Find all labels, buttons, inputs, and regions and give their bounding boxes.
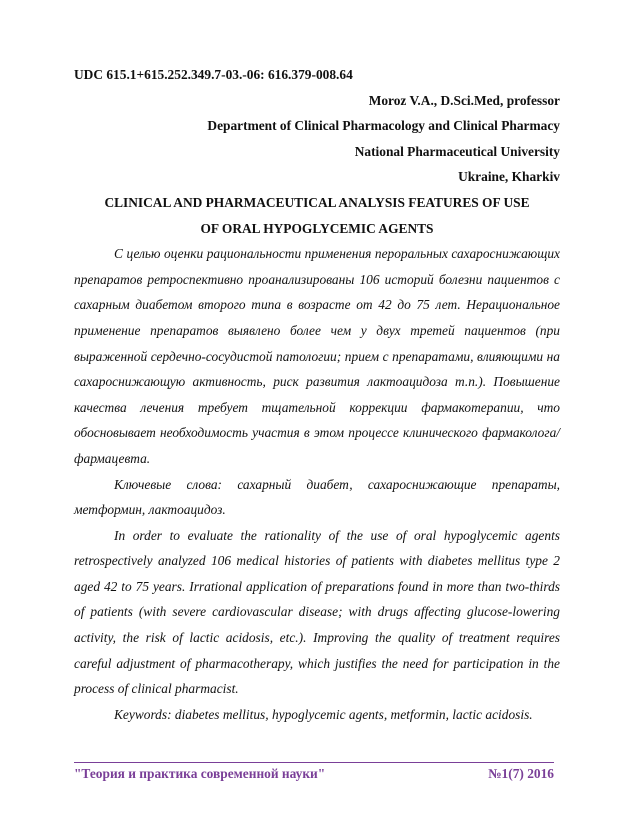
keywords-russian: Ключевые слова: сахарный диабет, сахароснижающие препараты, метформин, лактоацидоз. xyxy=(74,476,560,518)
article-title-line-1: CLINICAL AND PHARMACEUTICAL ANALYSIS FEATURES OF USE xyxy=(104,194,530,210)
footer-divider xyxy=(74,762,554,763)
article-title-line-2: OF ORAL HYPOGLYCEMIC AGENTS xyxy=(200,220,434,236)
university: National Pharmaceutical University xyxy=(354,143,560,159)
keywords-english: Keywords: diabetes mellitus, hypoglycemic agents, metformin, lactic acidosis. xyxy=(114,706,533,722)
udc-code: UDC 615.1+615.252.349.7-03.-06: 616.379-008.64 xyxy=(74,67,353,82)
location: Ukraine, Kharkiv xyxy=(458,169,560,185)
issue-number: №1(7) 2016 xyxy=(488,766,554,781)
abstract-russian: С целью оценки рациональности применения пероральных сахароснижающих препаратов ретроспективно проанализированы 106 историй болезни пациентов с сахарным диабетом второго типа в возрасте от 42 до 75 лет. Нерациональное применение препаратов выявлено более чем у двух третей пациентов (при выраженной сердечно-сосудистой патологии; прием с препаратами, влияющими на сахароснижающую активность, риск развития лактоацидоза т.п.). Повышение качества лечения требует тщательной коррекции фармакотерапии, что обосновывает необходимость участия в этом процессе клинического фармаколога/фармацевта. xyxy=(74,246,560,466)
department: Department of Clinical Pharmacology and Clinical Pharmacy xyxy=(207,118,560,134)
journal-name: "Теория и практика современной науки" xyxy=(74,766,326,781)
document-page xyxy=(74,62,560,727)
abstract-english: In order to evaluate the rationality of the use of oral hypoglycemic agents retrospectively analyzed 106 medical histories of patients with diabetes mellitus type 2 aged 42 to 75 years. Irrational application of preparations found in more than two-thirds of patients (with severe cardiovascular disease; with drugs affecting glucose-lowering activity, the risk of lactic acidosis, etc.). Improving the quality of treatment requires careful adjustment of pharmacotherapy, which justifies the need for participation in the process of clinical pharmacist. xyxy=(74,527,560,697)
author: Moroz V.A., D.Sci.Med, professor xyxy=(368,92,560,108)
